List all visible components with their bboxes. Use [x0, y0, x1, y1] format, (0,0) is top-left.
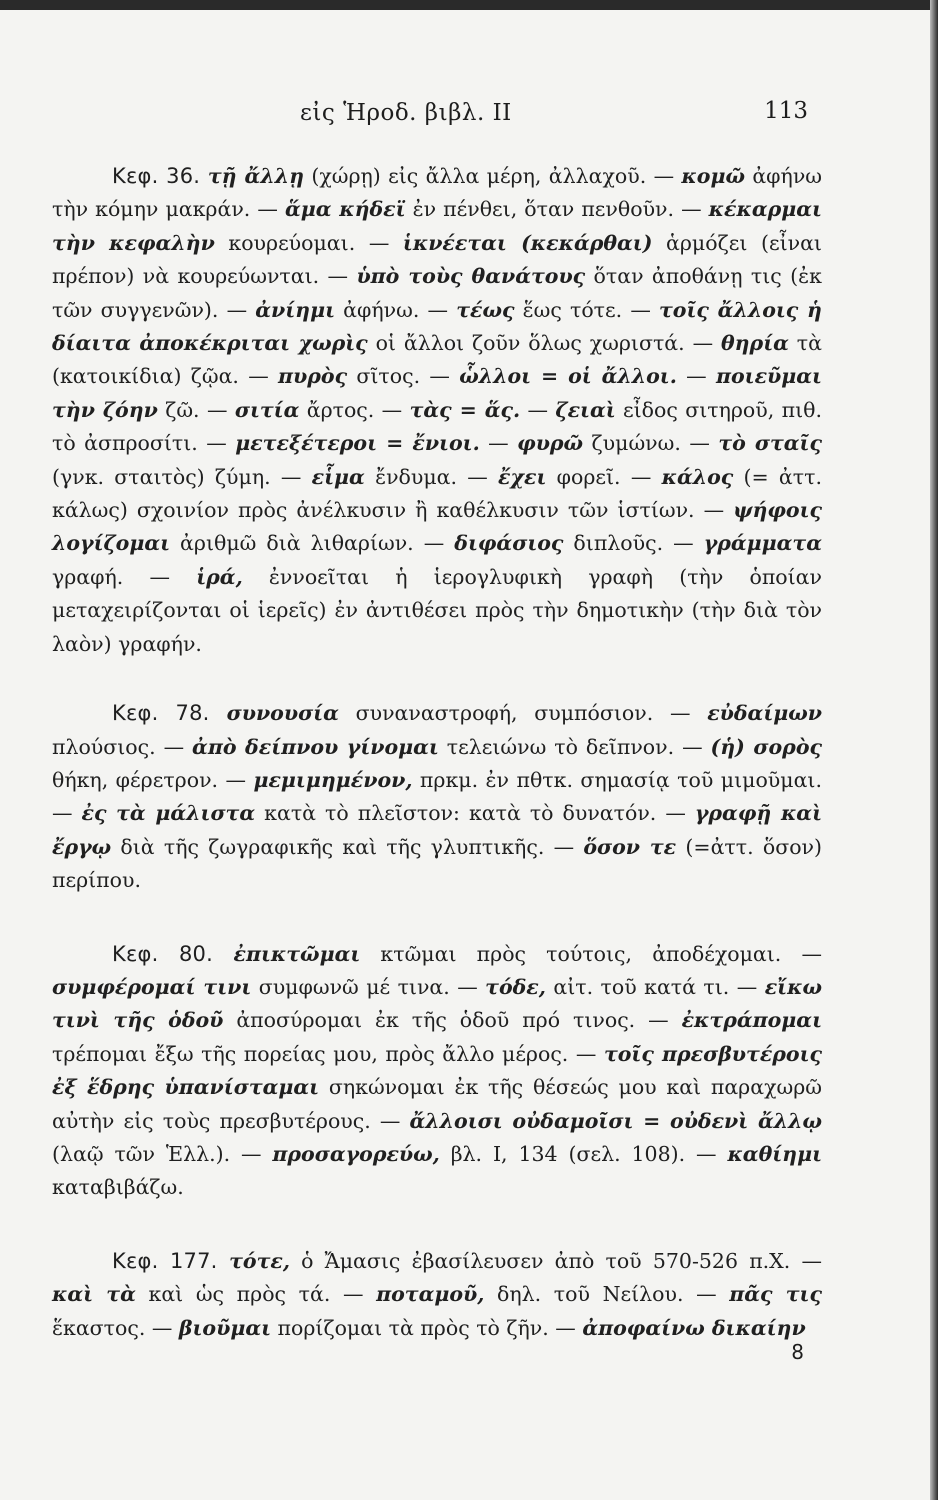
chapter-label: Κεφ. 36.	[112, 164, 208, 188]
entry-separator	[790, 1249, 822, 1273]
lemma: ἀποφαίνω δικαίην	[582, 1315, 806, 1340]
chapter-label: Κεφ. 78.	[112, 701, 227, 726]
gloss: αἰτ. τοῦ κατά τι.	[545, 974, 730, 999]
gloss: συμφωνῶ μέ τινα.	[251, 974, 450, 999]
entry-separator	[271, 465, 312, 489]
entry-separator	[420, 364, 459, 388]
gloss: θήκη, φέρετρον.	[52, 767, 219, 792]
entry-separator	[371, 1109, 410, 1133]
lemma: κάλος	[661, 464, 734, 489]
entry-separator	[568, 1042, 604, 1066]
gloss: οἱ ἄλλοι ζοῦν ὅλως χωριστά.	[367, 331, 685, 356]
entry-separator	[145, 1316, 179, 1340]
chapter-label: Κεφ. 177.	[112, 1248, 230, 1273]
lemma: τῇ ἄλλῃ	[207, 164, 304, 188]
lemma: ἅμα κήδεϊ	[284, 197, 406, 222]
entry-separator	[544, 835, 583, 859]
lemma: ψήφοις λογίζομαι	[52, 498, 822, 556]
lemma: εὐδαίμων	[707, 701, 822, 726]
entry-separator	[677, 364, 716, 388]
gloss: διπλοῦς.	[563, 531, 664, 556]
chapter-80	[52, 938, 822, 1205]
gloss: ζῶ.	[157, 397, 200, 422]
lemma: μετεξέτεροι = ἔνιοι.	[235, 431, 480, 456]
entry-separator	[414, 531, 455, 555]
entry-separator	[683, 1282, 729, 1306]
entry-separator	[239, 364, 278, 388]
chapter-177	[52, 1245, 822, 1345]
lemma: καθίημι	[727, 1141, 822, 1166]
page-right-edge	[930, 0, 938, 1500]
lemma: πυρὸς	[278, 364, 348, 389]
gloss: πλούσιος.	[52, 734, 156, 759]
gloss: ἀποσύρομαι ἐκ τῆς ὁδοῦ πρό τινος.	[223, 1008, 636, 1033]
gloss: πορίζομαι τὰ πρὸς τὸ ζῆν.	[271, 1315, 549, 1340]
page-number: 113	[764, 98, 808, 124]
entry-separator	[250, 197, 285, 221]
entry-separator	[330, 1282, 376, 1306]
chapter-36	[52, 160, 822, 661]
entry-separator	[653, 701, 707, 725]
lemma: ἱρά,	[196, 564, 243, 589]
entry-separator	[218, 298, 255, 322]
entry-separator	[549, 1316, 583, 1340]
entry-separator	[656, 801, 695, 825]
lemma: τοῖς πρεσβυτέροις ἐξ ἕδρης ὑπανίσταμαι	[52, 1041, 822, 1100]
gloss: τὰ (κατοικίδια) ζῷα.	[52, 331, 822, 389]
entry-separator	[674, 735, 710, 759]
entry-separator	[695, 498, 734, 522]
entry-separator	[729, 975, 764, 999]
lemma: ὅσον τε	[583, 834, 677, 859]
lemma: ὑπὸ τοὺς θανάτους	[356, 264, 586, 289]
gloss: ὁ Ἄμασις ἐβασίλευσεν ἀπὸ τοῦ 570-526 π.Χ.	[289, 1248, 791, 1273]
lemma: ποιεῦμαι τὴν ζόην	[52, 364, 822, 422]
lemma: ἀπὸ δείπνου γίνομαι	[192, 734, 439, 759]
entry-separator	[457, 465, 498, 489]
gloss: καταβιβάζω.	[52, 1175, 184, 1200]
page-top-edge	[0, 0, 938, 10]
lemma: βιοῦμαι	[178, 1315, 272, 1340]
lemma: θηρία	[720, 331, 789, 356]
gloss: κατὰ τὸ πλεῖστον: κατὰ τὸ δυνατόν.	[255, 801, 657, 826]
gloss: βλ. Ι, 134 (σελ. 108).	[439, 1141, 686, 1166]
gloss: κουρεύομαι.	[214, 230, 356, 255]
lemma: συμφέρομαί τινι	[52, 974, 252, 999]
lemma: κομῶ	[681, 164, 745, 188]
gloss: ἔνδυμα.	[364, 464, 458, 489]
lemma: τοῖς ἄλλοις ἡ δίαιτα ἀποκέκριται χωρὶς	[52, 297, 822, 356]
entry-separator	[218, 768, 253, 792]
lemma: φυρῶ	[517, 431, 584, 456]
chapter-78	[52, 697, 822, 897]
entry-separator	[374, 398, 409, 422]
gloss: δηλ. τοῦ Νείλου.	[484, 1282, 684, 1307]
lemma: τὸ σταῖς	[718, 431, 822, 456]
gloss: ἀφήνω τὴν κόμην μακράν.	[52, 164, 822, 222]
commentary-text	[52, 160, 822, 1383]
entry-separator	[520, 398, 555, 422]
entry-separator	[52, 801, 82, 825]
lemma: εἷμα	[311, 464, 365, 489]
entry-separator	[781, 942, 822, 966]
entry-separator	[123, 565, 196, 589]
gloss: ἐν πένθει, ὅταν πενθοῦν.	[405, 197, 675, 222]
gloss: ἄρτος.	[299, 397, 375, 422]
gloss: συναναστροφή, συμπόσιον.	[338, 701, 654, 726]
gloss: φορεῖ.	[546, 464, 621, 489]
lemma: σιτία	[234, 397, 300, 422]
lemma: γράμματα	[703, 531, 822, 556]
lemma: κέκαρμαι τὴν κεφαλὴν	[52, 197, 822, 255]
entry-separator	[621, 465, 662, 489]
lemma: ἱκνέεται (κεκάρθαι)	[402, 230, 653, 255]
gloss: πρκμ. ἐν πθτκ. σημασίᾳ τοῦ μιμοῦμαι.	[412, 767, 822, 792]
lemma: πᾶς τις	[729, 1282, 822, 1307]
lemma: συνουσία	[226, 701, 339, 726]
lemma: ἄλλοισι οὐδαμοῖσι = οὐδενὶ ἄλλῳ	[409, 1108, 822, 1133]
lemma: εἴκω τινὶ τῆς ὁδοῦ	[52, 974, 822, 1033]
entry-separator	[681, 431, 718, 455]
lemma: γραφῇ καὶ ἔργῳ	[52, 801, 822, 859]
gloss: τελειώνω τὸ δεῖπνον.	[438, 734, 675, 759]
lemma: (ἡ) σορὸς	[710, 734, 822, 759]
gloss: ἁρμόζει (εἶναι πρέπον) νὰ κουρεύωνται.	[52, 230, 822, 289]
gloss: (λαῷ τῶν Ἑλλ.).	[52, 1141, 231, 1166]
lemma: τόδε,	[485, 974, 546, 999]
gloss: ζυμώνω.	[583, 431, 681, 456]
lemma: ζειαὶ	[555, 397, 616, 422]
entry-separator	[230, 1142, 272, 1166]
gloss: ἀριθμῶ διὰ λιθαρίων.	[170, 531, 414, 556]
entry-separator	[635, 1008, 681, 1032]
entry-separator	[200, 398, 235, 422]
chapter-label: Κεφ. 80.	[112, 941, 234, 966]
entry-separator	[646, 164, 681, 188]
entry-separator	[419, 298, 456, 322]
lemma: καὶ τὰ	[52, 1282, 136, 1307]
entry-separator	[480, 431, 517, 455]
lemma: ὧλλοι = οἱ ἄλλοι.	[459, 364, 677, 389]
entry-separator	[663, 531, 704, 555]
gloss: (=ἀττ. ὅσον) περίπου.	[52, 834, 822, 893]
signature-mark: 8	[791, 1340, 804, 1364]
entry-separator	[450, 975, 485, 999]
gloss: ὅταν ἀποθάνῃ τις (ἐκ τῶν συγγενῶν).	[52, 264, 822, 322]
gloss: (χώρῃ) εἰς ἄλλα μέρη, ἀλλαχοῦ.	[303, 164, 647, 188]
gloss: ἐννοεῖται ἡ ἱερογλυφικὴ γραφὴ (τὴν ὁποίαν μεταχειρίζονται οἱ ἱερεῖς) ἐν ἀντιθέσει πρὸς τὴν δημοτικὴν (τὴν διὰ τὸν λαὸν) γραφήν.	[52, 564, 822, 656]
lemma: ἐκτράπομαι	[681, 1008, 822, 1033]
entry-separator	[622, 298, 659, 322]
gloss: (= ἀττ. κάλως) σχοινίον πρὸς ἀνέλκυσιν ἢ καθέλκυσιν τῶν ἱστίων.	[52, 464, 822, 523]
lemma: ἐπικτῶμαι	[233, 941, 361, 966]
entry-separator	[319, 264, 356, 288]
lemma: ἐς τὰ μάλιστα	[81, 801, 256, 826]
entry-separator	[355, 231, 403, 255]
entry-separator	[685, 1142, 727, 1166]
gloss: τρέπομαι ἔξω τῆς πορείας μου, πρὸς ἄλλο μέρος.	[52, 1041, 569, 1066]
gloss: (γνκ. σταιτὸς) ζύμη.	[52, 464, 271, 489]
gloss: γραφή.	[52, 564, 124, 589]
entry-separator	[685, 331, 721, 355]
gloss: ἕκαστος.	[52, 1315, 146, 1340]
entry-separator	[198, 431, 235, 455]
running-title: εἰς Ἡροδ. βιβλ. ΙΙ	[300, 100, 512, 126]
gloss: σηκώνομαι ἐκ τῆς θέσεώς μου καὶ παραχωρῶ αὐτὴν εἰς τοὺς πρεσβυτέρους.	[52, 1075, 822, 1133]
lemma: διφάσιος	[454, 531, 564, 556]
lemma: τότε,	[229, 1248, 290, 1273]
entry-separator	[156, 735, 192, 759]
lemma: προσαγορεύω,	[272, 1141, 440, 1166]
lemma: μεμιμημένον,	[253, 767, 413, 792]
gloss: κτῶμαι πρὸς τούτοις, ἀποδέχομαι.	[360, 941, 782, 966]
gloss: εἶδος σιτηροῦ, πιθ. τὸ ἀσπροσίτι.	[52, 397, 822, 456]
lemma: ἀνίημι	[255, 297, 336, 322]
lemma: ἔχει	[498, 464, 547, 489]
gloss: ἀφήνω.	[335, 297, 420, 322]
gloss: σῖτος.	[347, 364, 421, 389]
entry-separator	[674, 197, 709, 221]
lemma: ποταμοῦ,	[376, 1282, 485, 1307]
lemma: τέως	[456, 297, 515, 322]
book-page	[0, 10, 934, 1500]
gloss: ἕως τότε.	[514, 297, 623, 322]
gloss: διὰ τῆς ζωγραφικῆς καὶ τῆς γλυπτικῆς.	[111, 834, 545, 859]
lemma: τὰς = ἅς.	[409, 397, 521, 422]
gloss: καὶ ὡς πρὸς τά.	[135, 1282, 331, 1307]
